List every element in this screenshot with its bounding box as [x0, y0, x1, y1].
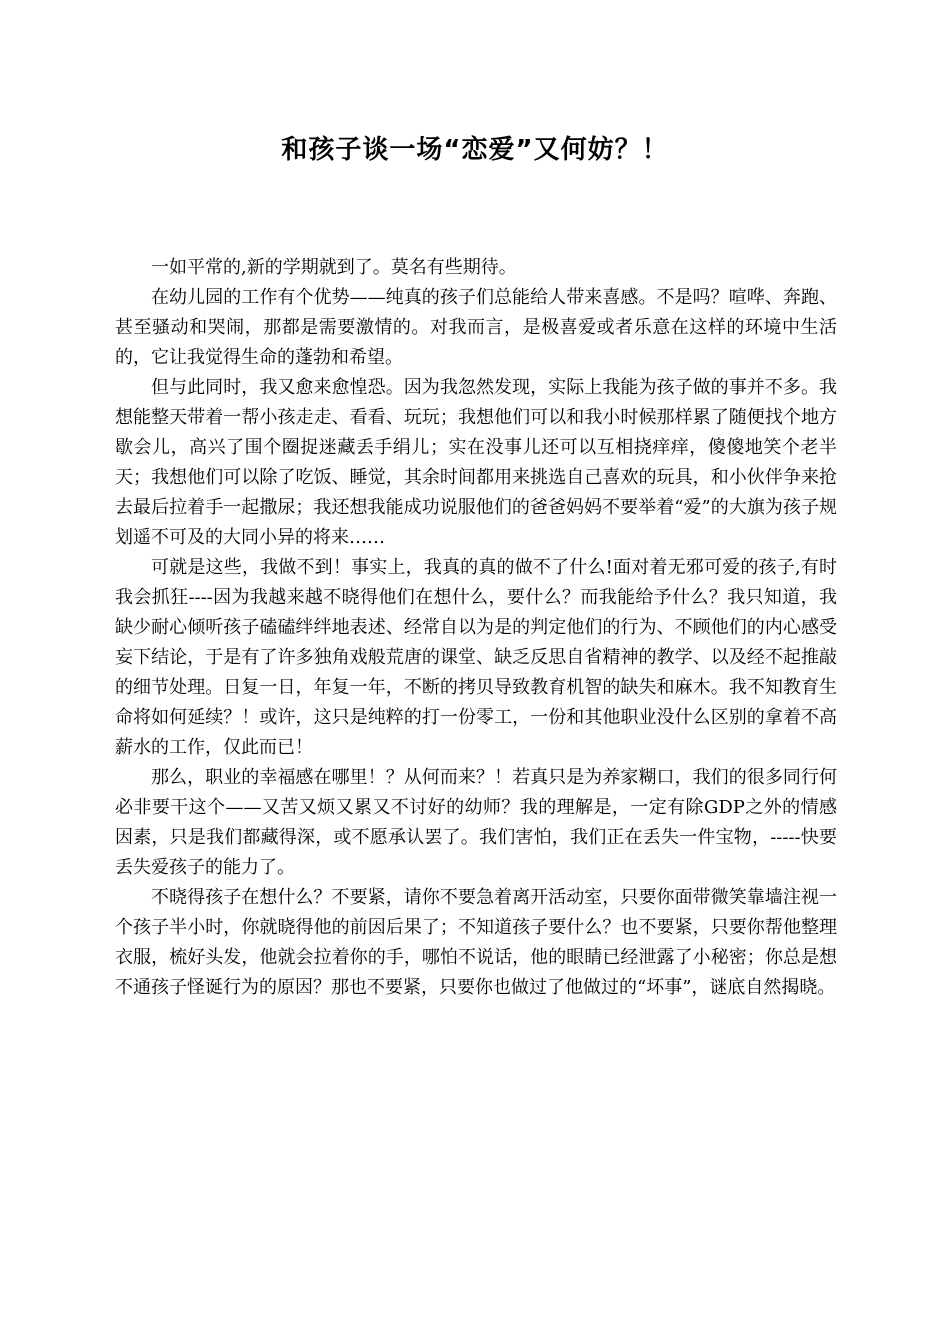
paragraph-4: 可就是这些，我做不到！事实上，我真的真的做不了什么!面对着无邪可爱的孩子,有时我会抓狂----因为我越来越不晓得他们在想什么，要什么？而我能给予什么？我只知道，我缺少耐心倾听孩子磕磕绊绊地表述、经常自以为是的判定他们的行为、不顾他们的内心感受妄下结论，于是有了许多独角戏般荒唐的课堂、缺乏反思自省精神的教学、以及经不起推敲的细节处理。日复一日，年复一年，不断的拷贝导致教育机智的缺失和麻木。我不知教育生命将如何延续？！或许，这只是纯粹的打一份零工，一份和其他职业没什么区别的拿着不高薪水的工作，仅此而已！: [115, 557, 837, 758]
page-title: 和孩子谈一场“恋爱”又何妨？！: [281, 135, 669, 165]
paragraph-5: 那么，职业的幸福感在哪里！？从何而来？！若真只是为养家糊口，我们的很多同行何必非要干这个——又苦又烦又累又不讨好的幼师？我的理解是，一定有除GDP之外的情感因素，只是我们都藏得深，或不愿承认罢了。我们害怕，我们正在丢失一件宝物，-----快要丢失爱孩子的能力了。: [115, 767, 837, 878]
paragraph-3: 但与此同时，我又愈来愈惶恐。因为我忽然发现，实际上我能为孩子做的事并不多。我想能整天带着一帮小孩走走、看看、玩玩；我想他们可以和我小时候那样累了随便找个地方歇会儿，高兴了围个圈捉迷藏丢手绢儿；实在没事儿还可以互相挠痒痒，傻傻地笑个老半天；我想他们可以除了吃饭、睡觉，其余时间都用来挑选自己喜欢的玩具，和小伙伴争来抢去最后拉着手一起撒尿；我还想我能成功说服他们的爸爸妈妈不要举着“爱”的大旗为孩子规划遥不可及的大同小异的将来……: [115, 377, 837, 548]
paragraph-1: 一如平常的,新的学期就到了。莫名有些期待。: [151, 257, 517, 278]
paragraph-2: 在幼儿园的工作有个优势——纯真的孩子们总能给人带来喜感。不是吗？喧哗、奔跑、甚至骚动和哭闹，那都是需要激情的。对我而言，是极喜爱或者乐意在这样的环境中生活的，它让我觉得生命的蓬勃和希望。: [115, 287, 837, 368]
paragraph-6: 不晓得孩子在想什么？不要紧，请你不要急着离开活动室，只要你面带微笑靠墙注视一个孩子半小时，你就晓得他的前因后果了；不知道孩子要什么？也不要紧，只要你帮他整理衣服，梳好头发，他就会拉着你的手，哪怕不说话，他的眼睛已经泄露了小秘密；你总是想不通孩子怪诞行为的原因？那也不要紧，只要你也做过了他做过的“坏事”，谜底自然揭晓。: [115, 887, 837, 998]
article-body: [115, 253, 837, 1003]
